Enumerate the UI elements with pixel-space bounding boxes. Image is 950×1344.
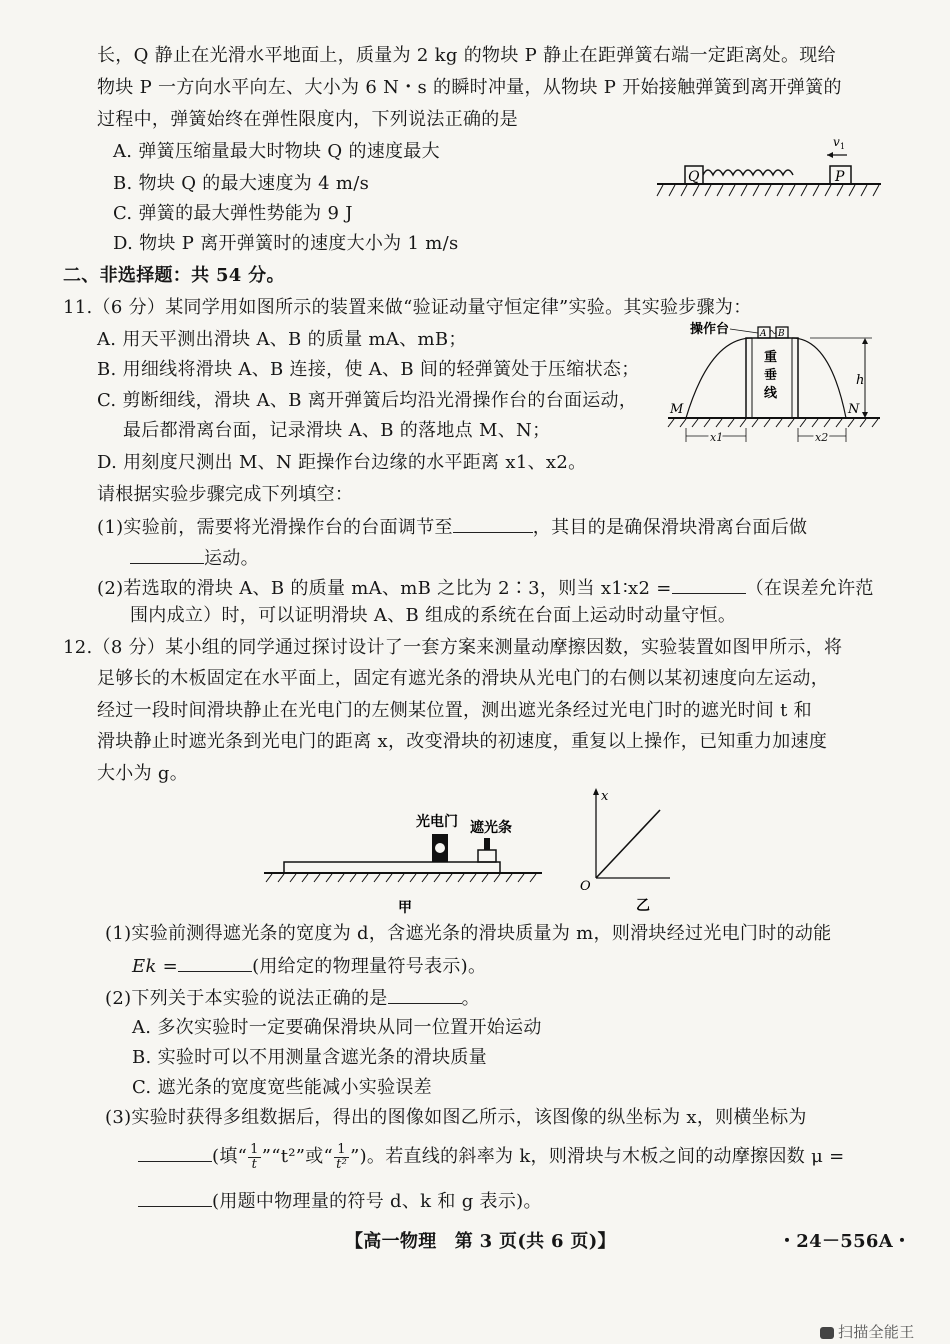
fraction-1-num: 1 xyxy=(250,1141,259,1157)
q11-part1-text-c: 运动。 xyxy=(204,548,259,569)
q12-option-a: A. 多次实验时一定要确保滑块从同一位置开始运动 xyxy=(132,1017,542,1038)
q12-line4: 滑块静止时遮光条到光电门的距离 x，改变滑块的初速度，重复以上操作，已知重力加速度 xyxy=(97,731,828,752)
q12-line3: 经过一段时间滑块静止在光电门的左侧某位置，测出遮光条经过光电门时的遮光时间 t 和 xyxy=(97,700,812,721)
q12-part3-end: ”)。若直线的斜率为 k，则滑块与木板之间的动摩擦因数 μ = xyxy=(350,1146,845,1167)
q12-blank-3[interactable] xyxy=(138,1143,212,1162)
fraction-2-den: t² xyxy=(336,1156,348,1172)
page-footer-right: ・24－556A・ xyxy=(778,1231,912,1252)
q12-option-b: B. 实验时可以不用测量含遮光条的滑块质量 xyxy=(132,1047,487,1068)
q10-option-b: B. 物块 Q 的最大速度为 4 m/s xyxy=(113,173,370,194)
q12-option-c: C. 遮光条的宽度宽些能减小实验误差 xyxy=(132,1077,432,1098)
q12-figure-jia xyxy=(258,806,548,918)
spring xyxy=(703,170,793,175)
q12-part1-text-b: (用给定的物理量符号表示)。 xyxy=(252,956,487,977)
q12-part3-last-text: (用题中物理量的符号 d、k 和 g 表示)。 xyxy=(212,1191,542,1212)
wooden-board xyxy=(284,862,500,873)
q11-part1 xyxy=(97,514,807,540)
point-n-label: N xyxy=(848,402,860,417)
q10-option-c: C. 弹簧的最大弹性势能为 9 J xyxy=(113,203,353,224)
figure-yi-caption: 乙 xyxy=(636,898,650,914)
q12-blank-2[interactable] xyxy=(388,985,462,1004)
plumb-label-3: 线 xyxy=(764,386,778,401)
q12-part2-text: (2)下列关于本实验的说法正确的是 xyxy=(105,988,388,1009)
scanner-icon xyxy=(820,1327,834,1339)
table-label: 操作台 xyxy=(690,322,730,337)
trajectory-left xyxy=(686,338,752,418)
q12-line5: 大小为 g。 xyxy=(97,763,189,784)
q11-step-b: B. 用细线将滑块 A、B 连接，使 A、B 间的轻弹簧处于压缩状态； xyxy=(97,359,640,380)
q11-part1-cont xyxy=(130,545,259,571)
point-m-label: M xyxy=(670,402,684,417)
fraction-1-over-t xyxy=(248,1143,261,1172)
axis-x-label: x xyxy=(601,789,609,804)
plumb-label-1: 重 xyxy=(764,350,778,365)
q12-line2: 足够长的木板固定在水平面上，固定有遮光条的滑块从光电门的右侧以某初速度向左运动， xyxy=(97,668,829,689)
fraction-1-den: t xyxy=(251,1156,258,1172)
q11-blank-1[interactable] xyxy=(453,514,533,533)
block-a-label: A xyxy=(760,329,767,339)
velocity-sub: 1 xyxy=(840,142,846,151)
x2-label: x2 xyxy=(815,431,829,444)
q12-blank-1[interactable] xyxy=(178,953,252,972)
q11-table-figure xyxy=(660,316,885,448)
block-p-label: P xyxy=(835,169,845,185)
q11-fill-intro: 请根据实验步骤完成下列填空： xyxy=(97,484,354,505)
q12-part3: (3)实验时获得多组数据后，得出的图像如图乙所示，该图像的纵坐标为 x，则横坐标为 xyxy=(105,1107,807,1128)
page-footer-center: 【高一物理 第 3 页(共 6 页)】 xyxy=(345,1231,616,1252)
q12-part3-last xyxy=(138,1188,542,1214)
q11-step-d: D. 用刻度尺测出 M、N 距操作台边缘的水平距离 x1、x2。 xyxy=(97,452,587,473)
strip-label: 遮光条 xyxy=(470,820,512,836)
q11-step-a: A. 用天平测出滑块 A、B 的质量 mA、mB； xyxy=(97,329,467,350)
velocity-label: v xyxy=(833,135,840,149)
q11-step-c: C. 剪断细线，滑块 A、B 离开弹簧后均沿光滑操作台的台面运动， xyxy=(97,390,638,411)
q11-blank-2[interactable] xyxy=(130,545,204,564)
q12-ek: Ek = xyxy=(132,956,179,977)
q10-line1: 长，Q 静止在光滑水平地面上，质量为 2 kg 的物块 P 静止在距弹簧右端一定距离处。现给 xyxy=(97,45,836,66)
block-b-label: B xyxy=(778,329,785,339)
q10-line3: 过程中，弹簧始终在弹性限度内，下列说法正确的是 xyxy=(97,109,518,130)
height-label: h xyxy=(856,373,865,388)
q12-figure-yi xyxy=(576,782,676,918)
q11-part2-text-a: (2)若选取的滑块 A、B 的质量 mA、mB 之比为 2∶3，则当 x1∶x2 = xyxy=(97,578,672,599)
q11-blank-3[interactable] xyxy=(672,575,746,594)
section-2-title: 二、非选择题：共 54 分。 xyxy=(63,265,285,286)
q11-part2-text-b: （在误差允许范 xyxy=(745,578,874,599)
q10-spring-figure xyxy=(655,130,885,202)
q11-part1-text-b: ，其目的是确保滑块滑离台面后做 xyxy=(532,517,808,538)
q11-intro: 11.（6 分）某同学用如图所示的装置来做“验证动量守恒定律”实验。其实验步骤为： xyxy=(63,297,752,318)
q10-option-d: D. 物块 P 离开弹簧时的速度大小为 1 m/s xyxy=(113,233,459,254)
figure-jia-caption: 甲 xyxy=(398,900,412,916)
q11-part2-cont: 围内成立）时，可以证明滑块 A、B 组成的系统在台面上运动时动量守恒。 xyxy=(130,605,737,626)
photogate-label: 光电门 xyxy=(416,814,458,830)
q12-part3-fill: (填“ xyxy=(212,1146,248,1167)
q11-part1-text-a: (1)实验前，需要将光滑操作台的台面调节至 xyxy=(97,517,453,538)
q10-option-a: A. 弹簧压缩量最大时物块 Q 的速度最大 xyxy=(113,141,440,162)
q12-part1: (1)实验前测得遮光条的宽度为 d，含遮光条的滑块质量为 m，则滑块经过光电门时的动能 xyxy=(105,923,832,944)
graph-line xyxy=(596,810,660,878)
slider xyxy=(478,850,496,862)
q12-part2-end: 。 xyxy=(461,988,480,1009)
q12-blank-4[interactable] xyxy=(138,1188,212,1207)
q12-part2 xyxy=(105,985,480,1011)
scanner-watermark xyxy=(820,1320,915,1344)
q12-part1-cont xyxy=(132,953,486,979)
q12-part3-cont xyxy=(138,1140,844,1174)
fraction-2-num: 1 xyxy=(334,1143,349,1158)
trajectory-right xyxy=(792,338,846,418)
q12-line1: 12.（8 分）某小组的同学通过探讨设计了一套方案来测量动摩擦因数，实验装置如图甲所示，将 xyxy=(63,637,843,658)
block-q-label: Q xyxy=(688,169,700,185)
scanner-text: 扫描全能王 xyxy=(838,1323,915,1341)
x1-label: x1 xyxy=(710,431,724,444)
q11-part2 xyxy=(97,575,874,601)
q12-part3-q: ”“t²”或“ xyxy=(261,1146,334,1167)
fraction-1-over-t2 xyxy=(334,1143,349,1172)
plumb-label-2: 垂 xyxy=(764,368,778,383)
q10-line2: 物块 P 一方向水平向左、大小为 6 N・s 的瞬时冲量，从物块 P 开始接触弹簧到离开弹簧的 xyxy=(97,77,842,98)
q11-step-c-cont: 最后都滑离台面，记录滑块 A、B 的落地点 M、N； xyxy=(123,420,551,441)
origin-label: O xyxy=(580,879,591,894)
shading-strip xyxy=(484,838,490,850)
